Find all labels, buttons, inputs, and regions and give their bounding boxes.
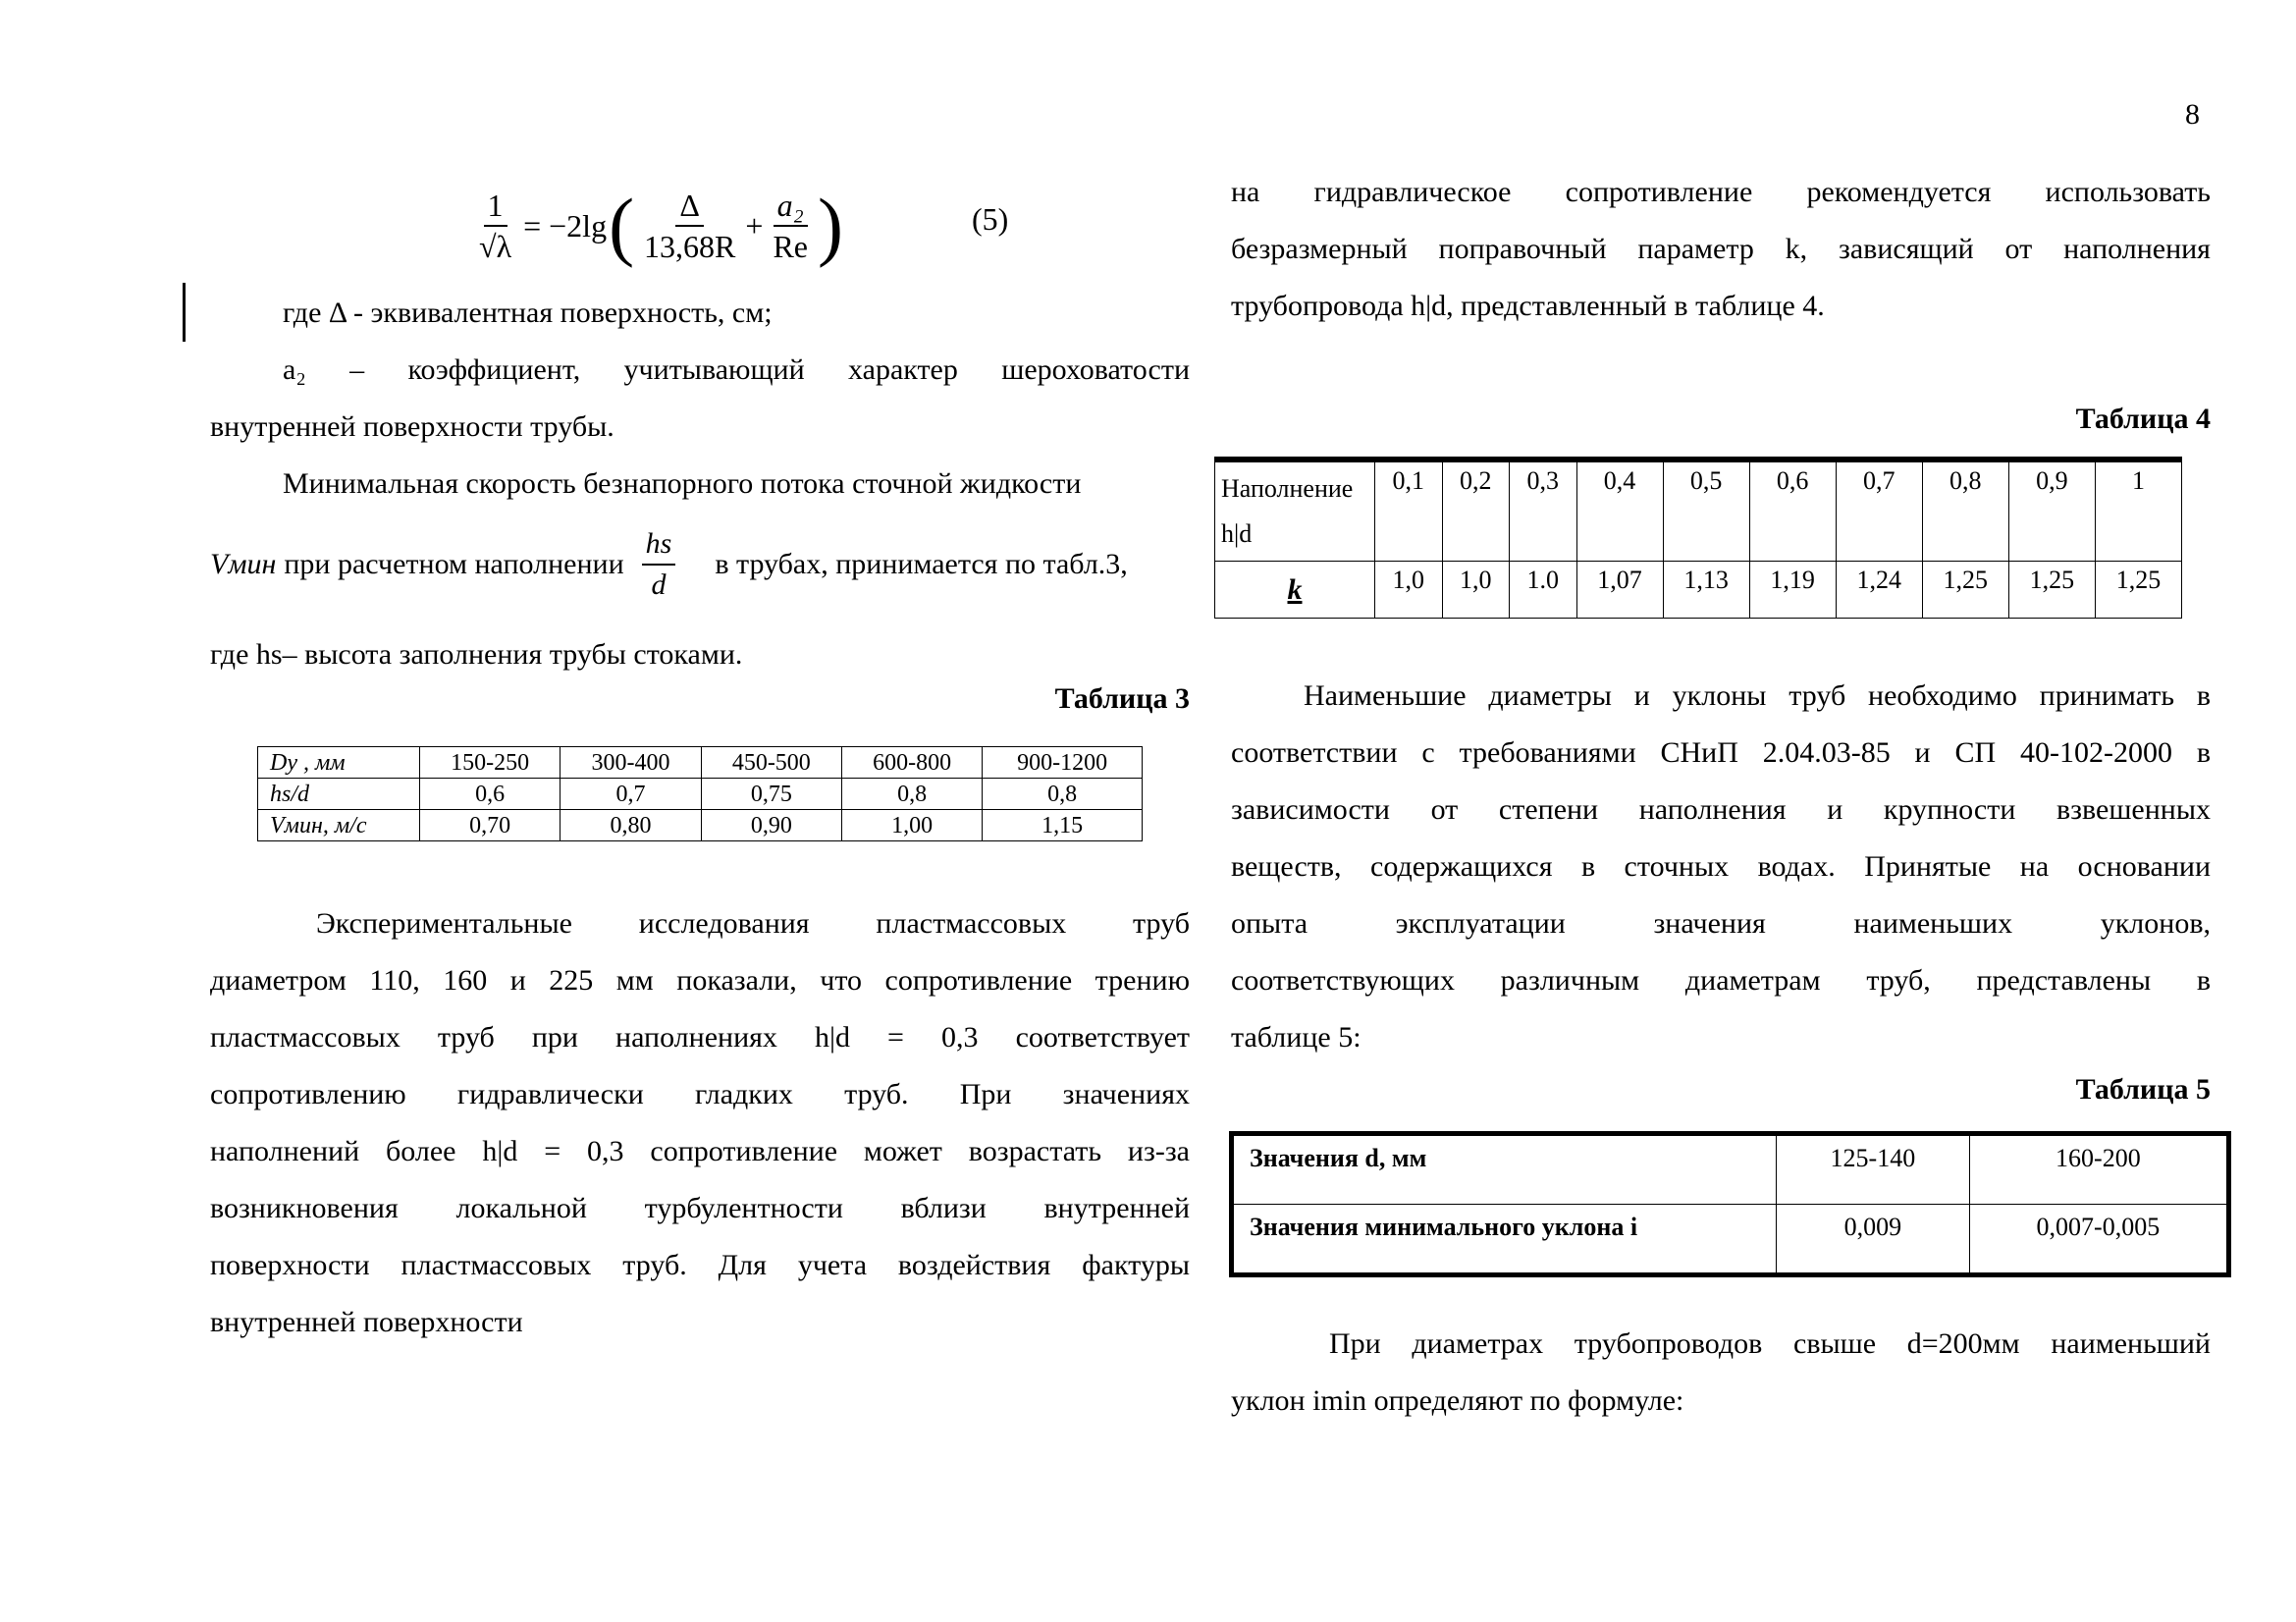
formula-number: (5) [972, 201, 1009, 237]
table-cell: Значения минимального уклона i [1232, 1205, 1777, 1275]
intro-line-2: безразмерный поправочный параметр k, зависящий от наполнения [1231, 233, 2211, 265]
table-row [258, 779, 1143, 810]
exp-line-8: внутренней поверхности [210, 1306, 523, 1338]
exp-line-7: поверхности пластмассовых труб. Для учета воздействия фактуры [210, 1249, 1190, 1281]
table-cell: 1,00 [841, 810, 982, 841]
table-cell: hs/d [258, 779, 420, 810]
table-cell: 0,5 [1663, 462, 1749, 562]
formula-frac1 [640, 186, 739, 266]
table-cell: 1,24 [1836, 562, 1922, 619]
page-number: 8 [2185, 98, 2200, 131]
table-cell: 1 [2095, 462, 2181, 562]
table-cell: 1,25 [1922, 562, 2008, 619]
table-cell: 1,0 [1442, 562, 1510, 619]
formula-frac2 [769, 186, 812, 266]
table-cell: 0,6 [1749, 462, 1836, 562]
diameters-paragraph [1231, 668, 2211, 1066]
vmin-text-a: при расчетном наполнении [284, 548, 624, 580]
table-row [258, 810, 1143, 841]
table-cell: Vмин, м/с [258, 810, 420, 841]
formula-lhs-num: 1 [484, 186, 507, 227]
table-cell: 0,4 [1576, 462, 1663, 562]
table-cell: 450-500 [701, 747, 841, 779]
table-cell: 0,007-0,005 [1969, 1205, 2228, 1275]
table-cell: 1,15 [983, 810, 1143, 841]
table-cell: 0,70 [420, 810, 561, 841]
final-line-2: уклон imin определяют по формуле: [1231, 1384, 1684, 1417]
hs-num: hs [642, 524, 676, 566]
table-row [1232, 1134, 2229, 1205]
intro-line-1: на гидравлическое сопротивление рекомендуется использовать [1231, 176, 2211, 208]
where-hs-text: где hs– высота заполнения трубы стоками. [210, 638, 743, 671]
experimental-paragraph [210, 895, 1190, 1351]
table-cell: 1,25 [2008, 562, 2095, 619]
table-4 [1214, 461, 2182, 619]
table-cell: 125-140 [1777, 1134, 1970, 1205]
table-cell: Наполнение h|d [1215, 462, 1375, 562]
table4-caption: Таблица 4 [2075, 403, 2211, 435]
hs-fraction [642, 524, 676, 605]
table-cell: 1.0 [1510, 562, 1577, 619]
table-cell: Dy , мм [258, 747, 420, 779]
table-cell: 0,6 [420, 779, 561, 810]
table-cell: 900-1200 [983, 747, 1143, 779]
exp-line-6: возникновения локальной турбулентности вблизи внутренней [210, 1192, 1190, 1224]
where-delta-text: где Δ - эквивалентная поверхность, см; [283, 297, 773, 329]
formula-paren-close: ) [817, 183, 843, 268]
exp-line-3: пластмассовых труб при наполнениях h|d = 0,3 соответствует [210, 1021, 1190, 1054]
vmin-symbol: Vмин [210, 548, 277, 580]
table-cell: 0,8 [983, 779, 1143, 810]
table-cell: 1,0 [1375, 562, 1443, 619]
revision-bar [183, 283, 186, 342]
diam-line-7: таблице 5: [1231, 1021, 1362, 1054]
formula-frac1-den: 13,68R [644, 229, 736, 264]
formula-frac1-num: Δ [675, 186, 704, 227]
table-cell: 0,90 [701, 810, 841, 841]
diam-line-5: опыта эксплуатации значения наименьших уклонов, [1231, 907, 2211, 940]
final-paragraph [1231, 1316, 2211, 1430]
table-cell: 1,07 [1576, 562, 1663, 619]
exp-line-5: наполнений более h|d = 0,3 сопротивление может возрастать из-за [210, 1135, 1190, 1167]
table-cell: 0,9 [2008, 462, 2095, 562]
table-cell: 1,13 [1663, 562, 1749, 619]
exp-line-2: диаметром 110, 160 и 225 мм показали, что сопротивление трению [210, 964, 1190, 997]
min-speed-line-1: Минимальная скорость безнапорного потока сточной жидкости [283, 467, 1082, 500]
table-cell: 1,25 [2095, 562, 2181, 619]
exp-line-1: Экспериментальные исследования пластмассовых труб [316, 907, 1190, 940]
table-cell: 0,80 [561, 810, 701, 841]
formula-lhs-den: √λ [479, 229, 512, 264]
formula-eq: = −2lg [523, 207, 608, 243]
table-cell: 0,8 [1922, 462, 2008, 562]
diam-line-1: Наименьшие диаметры и уклоны труб необходимо принимать в [1304, 679, 2211, 712]
formula-frac2-num: a₂ [774, 186, 808, 227]
table-cell: 300-400 [561, 747, 701, 779]
table-cell: 0,75 [701, 779, 841, 810]
table-cell: 0,7 [1836, 462, 1922, 562]
table-cell: 0,7 [561, 779, 701, 810]
table-cell: 0,3 [1510, 462, 1577, 562]
table-row [258, 747, 1143, 779]
table-cell: 600-800 [841, 747, 982, 779]
intro-line-3: трубопровода h|d, представленный в таблице 4. [1231, 290, 1825, 322]
formula-plus: + [745, 207, 764, 243]
formula-5 [469, 177, 843, 275]
table-row [1215, 462, 2182, 562]
table-cell: 0,1 [1375, 462, 1443, 562]
table-cell: Значения d, мм [1232, 1134, 1777, 1205]
right-intro-paragraph [1231, 164, 2211, 335]
table-cell: 1,19 [1749, 562, 1836, 619]
exp-line-4: сопротивлению гидравлически гладких труб. При значениях [210, 1078, 1190, 1110]
vmin-text-b: в трубах, принимается по табл.3, [715, 548, 1128, 580]
table-row [1232, 1205, 2229, 1275]
vmin-line [210, 520, 1128, 609]
diam-line-6: соответствующих различным диаметрам труб, представлены в [1231, 964, 2211, 997]
a2-line-1: a₂ – коэффициент, учитывающий характер шероховатости [283, 353, 1190, 386]
table5-caption: Таблица 5 [2075, 1073, 2211, 1106]
a2-line-2: внутренней поверхности трубы. [210, 410, 614, 443]
formula-lhs-fraction [475, 186, 515, 266]
formula-paren-open: ( [609, 183, 635, 268]
table-5 [1229, 1131, 2231, 1277]
table-cell: 150-250 [420, 747, 561, 779]
hs-den: d [651, 568, 667, 601]
diam-line-3: зависимости от степени наполнения и крупности взвешенных [1231, 793, 2211, 826]
table-cell: k [1215, 562, 1375, 619]
final-line-1: При диаметрах трубопроводов свыше d=200мм наименьший [1329, 1327, 2211, 1360]
table-cell: 160-200 [1969, 1134, 2228, 1205]
table-3 [257, 746, 1143, 841]
diam-line-4: веществ, содержащихся в сточных водах. Принятые на основании [1231, 850, 2211, 883]
table3-caption: Таблица 3 [1054, 682, 1190, 715]
diam-line-2: соответствии с требованиями СНиП 2.04.03-85 и СП 40-102-2000 в [1231, 736, 2211, 769]
formula-frac2-den: Re [773, 229, 808, 264]
table-cell: 0,2 [1442, 462, 1510, 562]
table-cell: 0,8 [841, 779, 982, 810]
table-row [1215, 562, 2182, 619]
table-cell: 0,009 [1777, 1205, 1970, 1275]
